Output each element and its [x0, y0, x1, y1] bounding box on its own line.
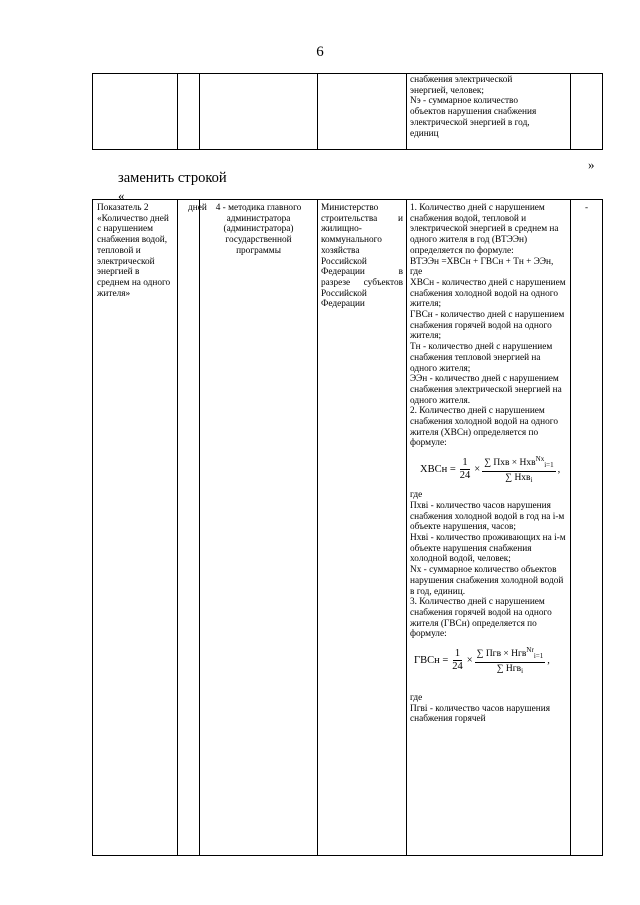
indicator-table [92, 199, 603, 856]
replace-instruction: заменить строкой [118, 170, 227, 186]
desc-paragraph: 1. Количество дней с нарушением снабжения водой, тепловой и электрической энергией в среднем на одного жителя в год (ВТЭЭн) определяется по формуле: [410, 203, 559, 256]
top-desc-line: единиц [410, 128, 439, 139]
indicator-name: Показатель 2 «Количество дней с нарушением снабжения водой, тепловой и электрической энергией в среднем на одного жителя» [93, 200, 178, 856]
top-desc-line: электрической энергией в год, [410, 117, 530, 128]
formula-tail: , [557, 463, 561, 475]
desc-paragraph: ВТЭЭн =ХВСн + ГВСн + Тн + ЭЭн, [410, 256, 554, 267]
top-cell-unit [178, 74, 200, 150]
top-cell-extra [571, 74, 603, 150]
desc-paragraph: 2. Количество дней с нарушением снабжения холодной водой на одного жителя (ХВСн) определяется по формуле: [410, 406, 558, 449]
page-number: 6 [316, 44, 324, 60]
indicator-unit: дней [178, 200, 200, 856]
indicator-description [407, 200, 571, 856]
formula-hot-water [414, 644, 567, 677]
closing-quote: » [588, 157, 595, 172]
indicator-method: 4 - методика главного администратора (администратора) государственной программы [200, 200, 318, 856]
desc-paragraph: Пхвi - количество часов нарушения снабжения холодной водой в год на i-м объекте нарушения, часов; [410, 500, 565, 533]
desc-paragraph: Пгвi - количество часов нарушения снабжения горячей [410, 703, 551, 725]
desc-paragraph: где [410, 267, 423, 278]
formula-times: × [466, 654, 473, 666]
desc-paragraph: Nx - суммарное количество объектов нарушения снабжения холодной водой в год, единиц. [410, 565, 564, 597]
desc-paragraph: 3. Количество дней с нарушением снабжения горячей водой на одного жителя (ГВСн) определяется по формуле: [410, 597, 552, 640]
top-desc-line: энергией, человек; [410, 85, 484, 96]
desc-paragraph: Нхвi - количество проживающих на i-м объекте нарушения снабжения холодной водой, человек; [410, 532, 566, 565]
top-desc-line: объектов нарушения снабжения [410, 107, 537, 118]
formula-times: × [474, 463, 481, 475]
formula-tail: , [547, 654, 550, 666]
formula-fraction: $\frac{\sum Пхв \times Нхв^{Nx}_{i=1}}{\sum Нхв_i}$ [484, 455, 554, 485]
desc-paragraph: ЭЭн - количество дней с нарушением снабжения электрической энергией на одного жителя. [410, 374, 562, 406]
top-desc-line: снабжения электрической [410, 75, 513, 85]
top-cell-description [407, 74, 571, 150]
top-cell-method [200, 74, 318, 150]
indicator-responsible: Министерство строительства и жилищно-коммунального хозяйства Российской Федерации в разрезе субъектов Российской Федерации [318, 200, 407, 856]
top-cell-name [93, 74, 178, 150]
formula-lhs: ГВСн = [414, 654, 449, 666]
indicator-extra: - [571, 200, 603, 856]
formula-cold-water [420, 453, 567, 486]
desc-paragraph: ХВСн - количество дней с нарушением снабжения холодной водой на одного жителя; [410, 277, 566, 310]
desc-paragraph: где [410, 490, 423, 501]
top-desc-line: Nэ - суммарное количество [410, 96, 519, 107]
opening-quote: « [118, 188, 125, 203]
desc-paragraph: где [410, 693, 423, 704]
top-cell-responsible [318, 74, 407, 150]
formula-lhs: ХВСн = [420, 463, 456, 475]
formula-coefficient: $\frac{1}{24}$ [452, 648, 463, 673]
formula-fraction: $\frac{\sum Пгв \times Нгв^{Nr}_{i=1}}{\sum Нгв_i}$ [476, 646, 544, 676]
formula-coefficient: $\frac{1}{24}$ [459, 457, 471, 482]
top-table [92, 73, 603, 150]
desc-paragraph: Тн - количество дней с нарушением снабжения тепловой энергией на одного жителя; [410, 342, 553, 374]
desc-paragraph: ГВСн - количество дней с нарушением снабжения горячей водой на одного жителя; [410, 310, 565, 342]
